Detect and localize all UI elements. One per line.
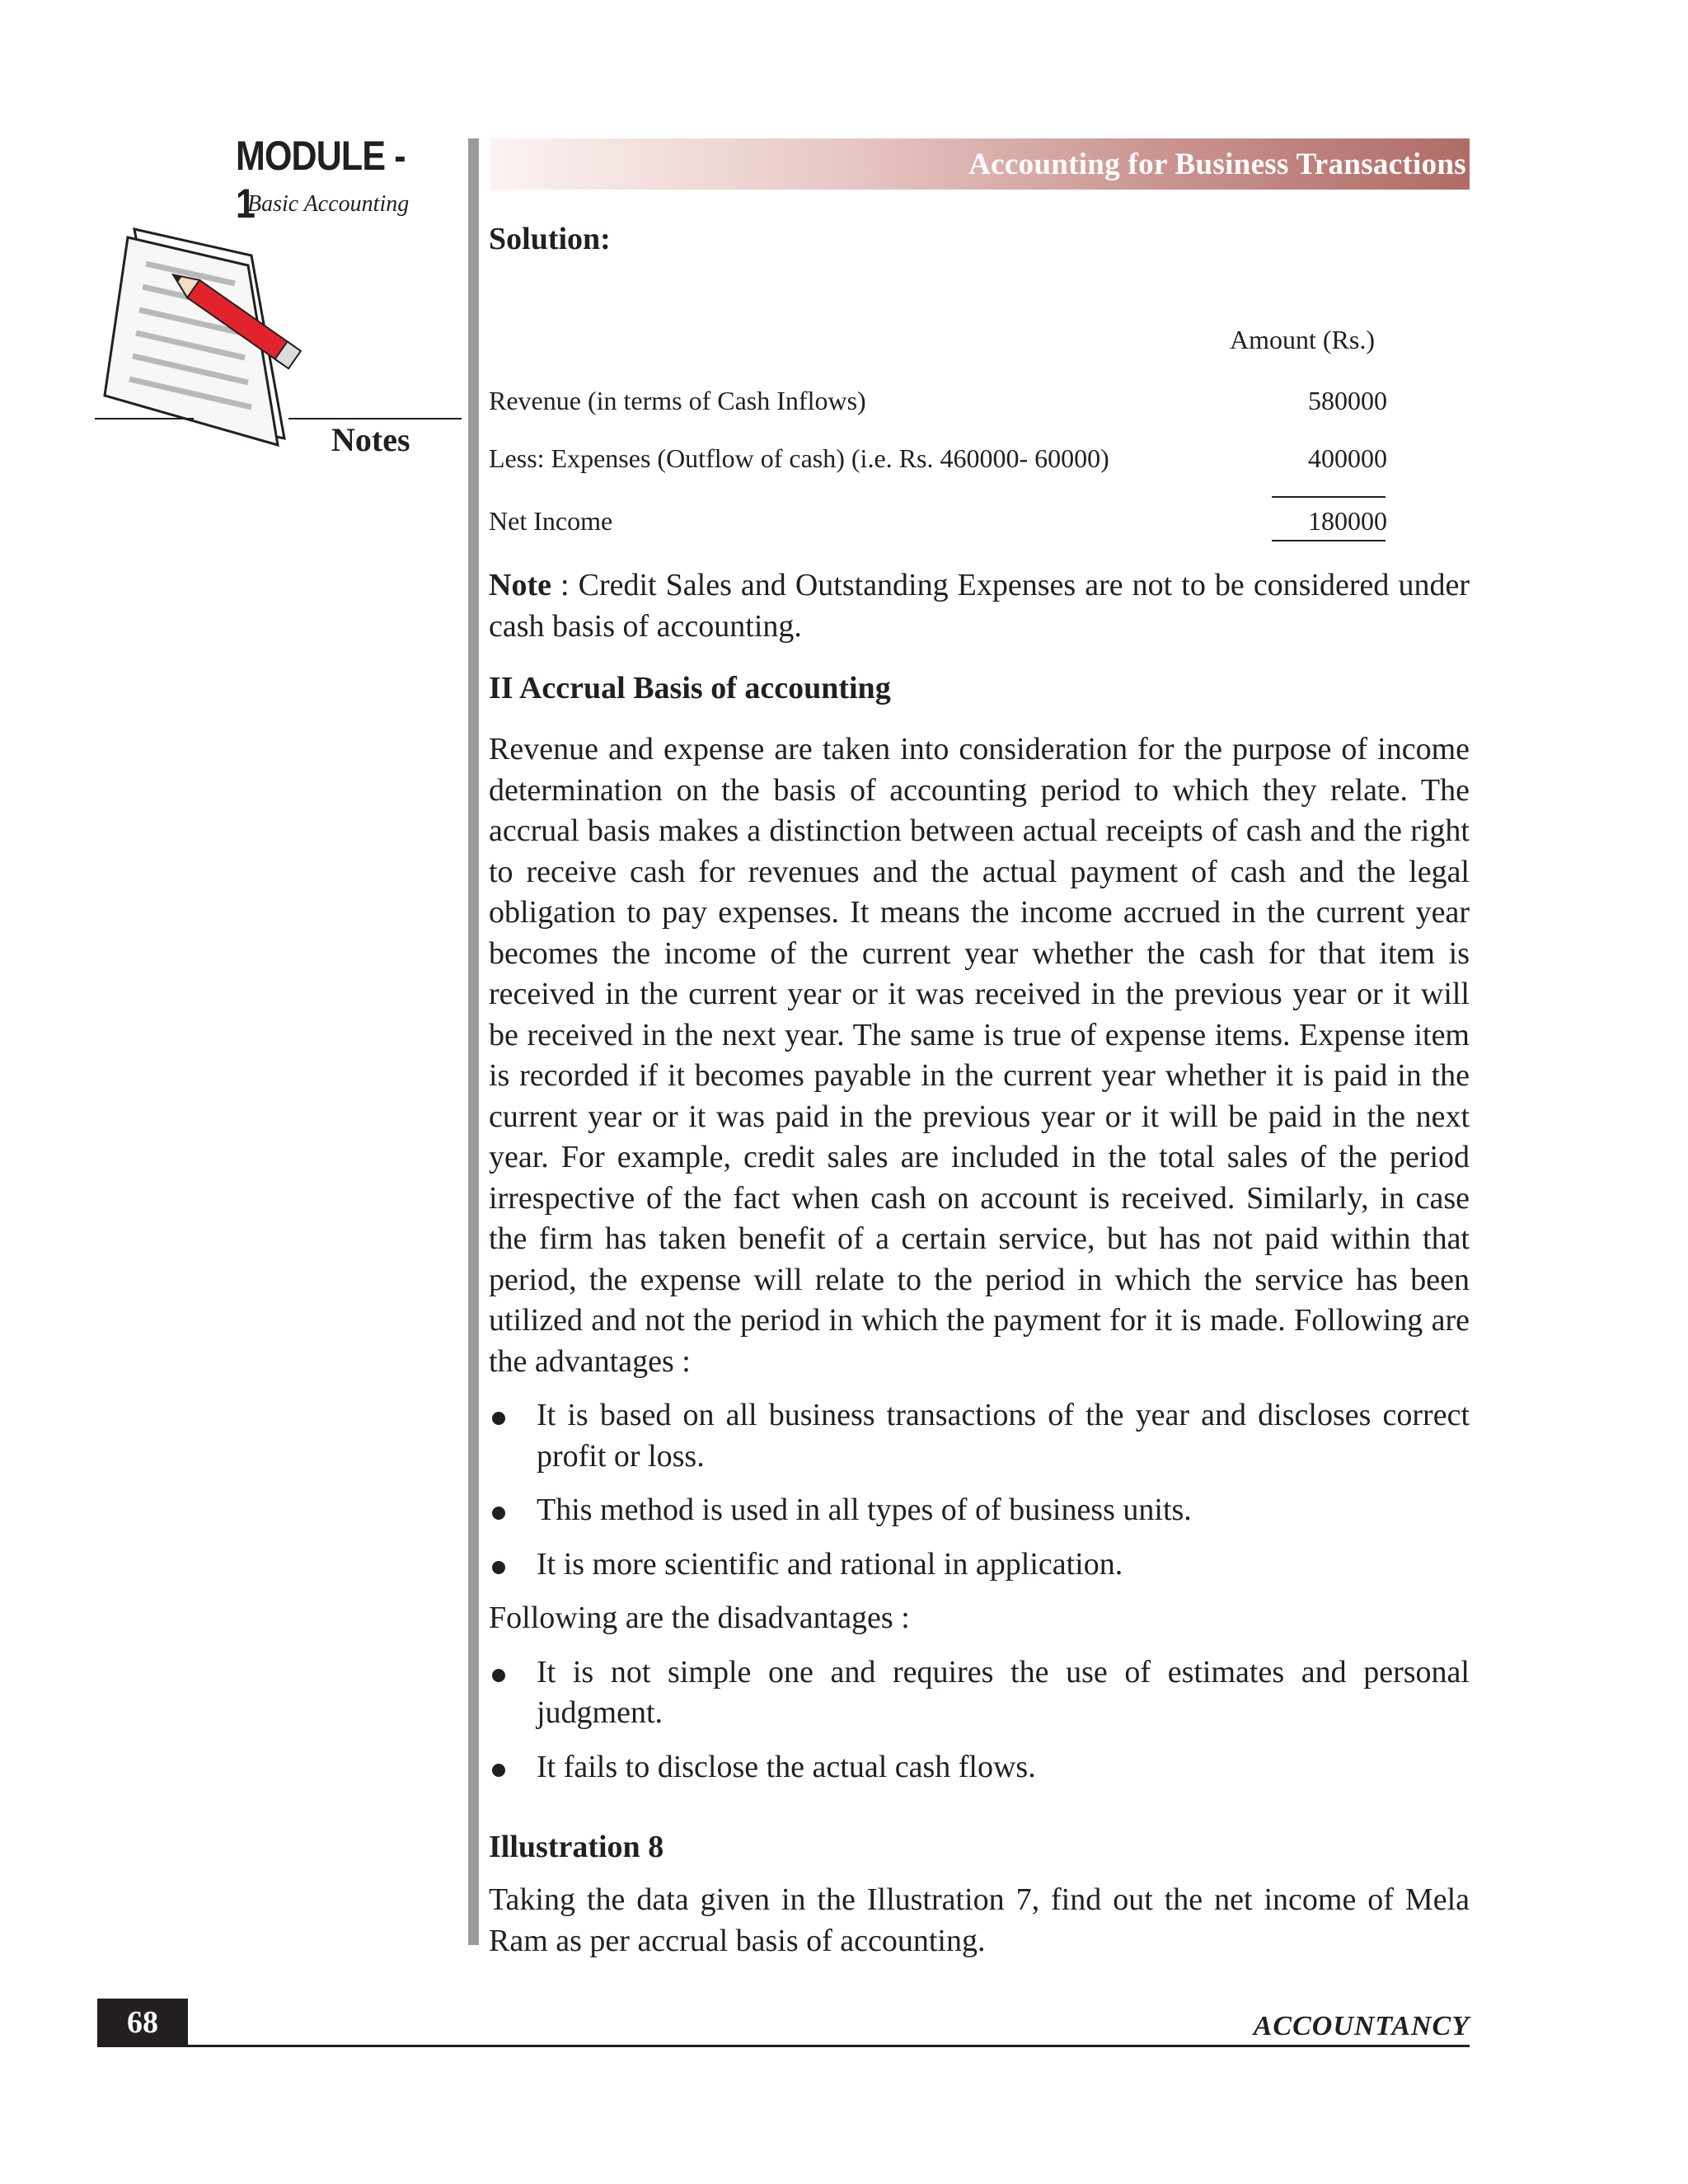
bullet-icon: [492, 1412, 505, 1425]
module-title: MODULE - 1: [236, 133, 406, 227]
total-rule: [1272, 540, 1386, 541]
row-label: Less: Expenses (Outflow of cash) (i.e. Rs. 460000- 60000): [489, 443, 1109, 473]
amount-header: Amount (Rs.): [1230, 325, 1375, 354]
main-content: [489, 213, 1470, 1961]
row-value: 580000: [1308, 386, 1387, 415]
solution-table: [489, 257, 1470, 536]
note-text: : Credit Sales and Outstanding Expenses are not to be considered under cash basis of accounting.: [489, 568, 1470, 644]
page-number: 68: [97, 1999, 188, 2046]
list-item: [489, 1490, 1470, 1531]
list-item-text: This method is used in all types of of business units.: [537, 1493, 1192, 1527]
bullet-icon: [492, 1561, 505, 1574]
list-item: [489, 1747, 1470, 1788]
list-item: [489, 1395, 1470, 1477]
note-label: Note: [489, 568, 551, 602]
disadvantages-list: [489, 1652, 1470, 1788]
chapter-header: [490, 138, 1470, 190]
footer-title: ACCOUNTANCY: [1253, 2011, 1470, 2041]
section-heading: II Accrual Basis of accounting: [489, 671, 891, 705]
list-item: [489, 1652, 1470, 1734]
subtotal-rule: [1272, 496, 1386, 498]
bullet-icon: [492, 1764, 505, 1777]
advantages-list: [489, 1395, 1470, 1585]
solution-heading: Solution:: [489, 222, 611, 256]
notes-label: Notes: [331, 421, 410, 458]
illustration-text: Taking the data given in the Illustration 7, find out the net income of Mela Ram as per accrual basis of accounting.: [489, 1882, 1470, 1958]
row-label: Revenue (in terms of Cash Inflows): [489, 386, 866, 415]
module-subtitle: Basic Accounting: [247, 191, 410, 217]
list-item-text: It fails to disclose the actual cash flows.: [537, 1749, 1036, 1784]
list-item-text: It is more scientific and rational in application.: [537, 1546, 1123, 1582]
list-item-text: It is based on all business transactions of the year and discloses correct profit or loss.: [537, 1398, 1470, 1474]
disadvantages-intro: Following are the disadvantages :: [489, 1601, 910, 1635]
list-item: [489, 1544, 1470, 1586]
bullet-icon: [492, 1507, 505, 1520]
notes-pencil-icon: [95, 223, 466, 453]
note-paragraph: [489, 565, 1470, 647]
list-item-text: It is not simple one and requires the use of estimates and personal judgment.: [537, 1654, 1470, 1730]
chapter-title: Accounting for Business Transactions: [968, 147, 1466, 181]
footer-rule: [97, 2045, 1470, 2047]
row-value: 180000: [1308, 506, 1387, 536]
accrual-paragraph: Revenue and expense are taken into consideration for the purpose of income determination on the basis of accounting period to which they relate. The accrual basis makes a distinction between actual receipts of cash and the right to receive cash for revenues and the actual payment of cash and the legal obligation to pay expenses. It means the income accrued in the current year becomes the income of the current year whether the cash for that item is received in the current year or it was received in the previous year or it will be received in the next year. The same is true of expense items. Expense item is recorded if it becomes payable in the current year whether it is paid in the current year or it was paid in the previous year or it will be paid in the next year. For example, credit sales are included in the total sales of the period irrespective of the fact when cash on account is received. Similarly, in case the firm has taken benefit of a certain service, but has not paid within that period, the expense will relate to the period in which the service has been utilized and not the period in which the payment for it is made. Following are the advantages :: [489, 732, 1470, 1379]
bullet-icon: [492, 1669, 505, 1682]
illustration-heading: Illustration 8: [489, 1830, 664, 1864]
margin-divider: [468, 138, 479, 1945]
row-label: Net Income: [489, 506, 613, 536]
row-value: 400000: [1308, 443, 1387, 473]
